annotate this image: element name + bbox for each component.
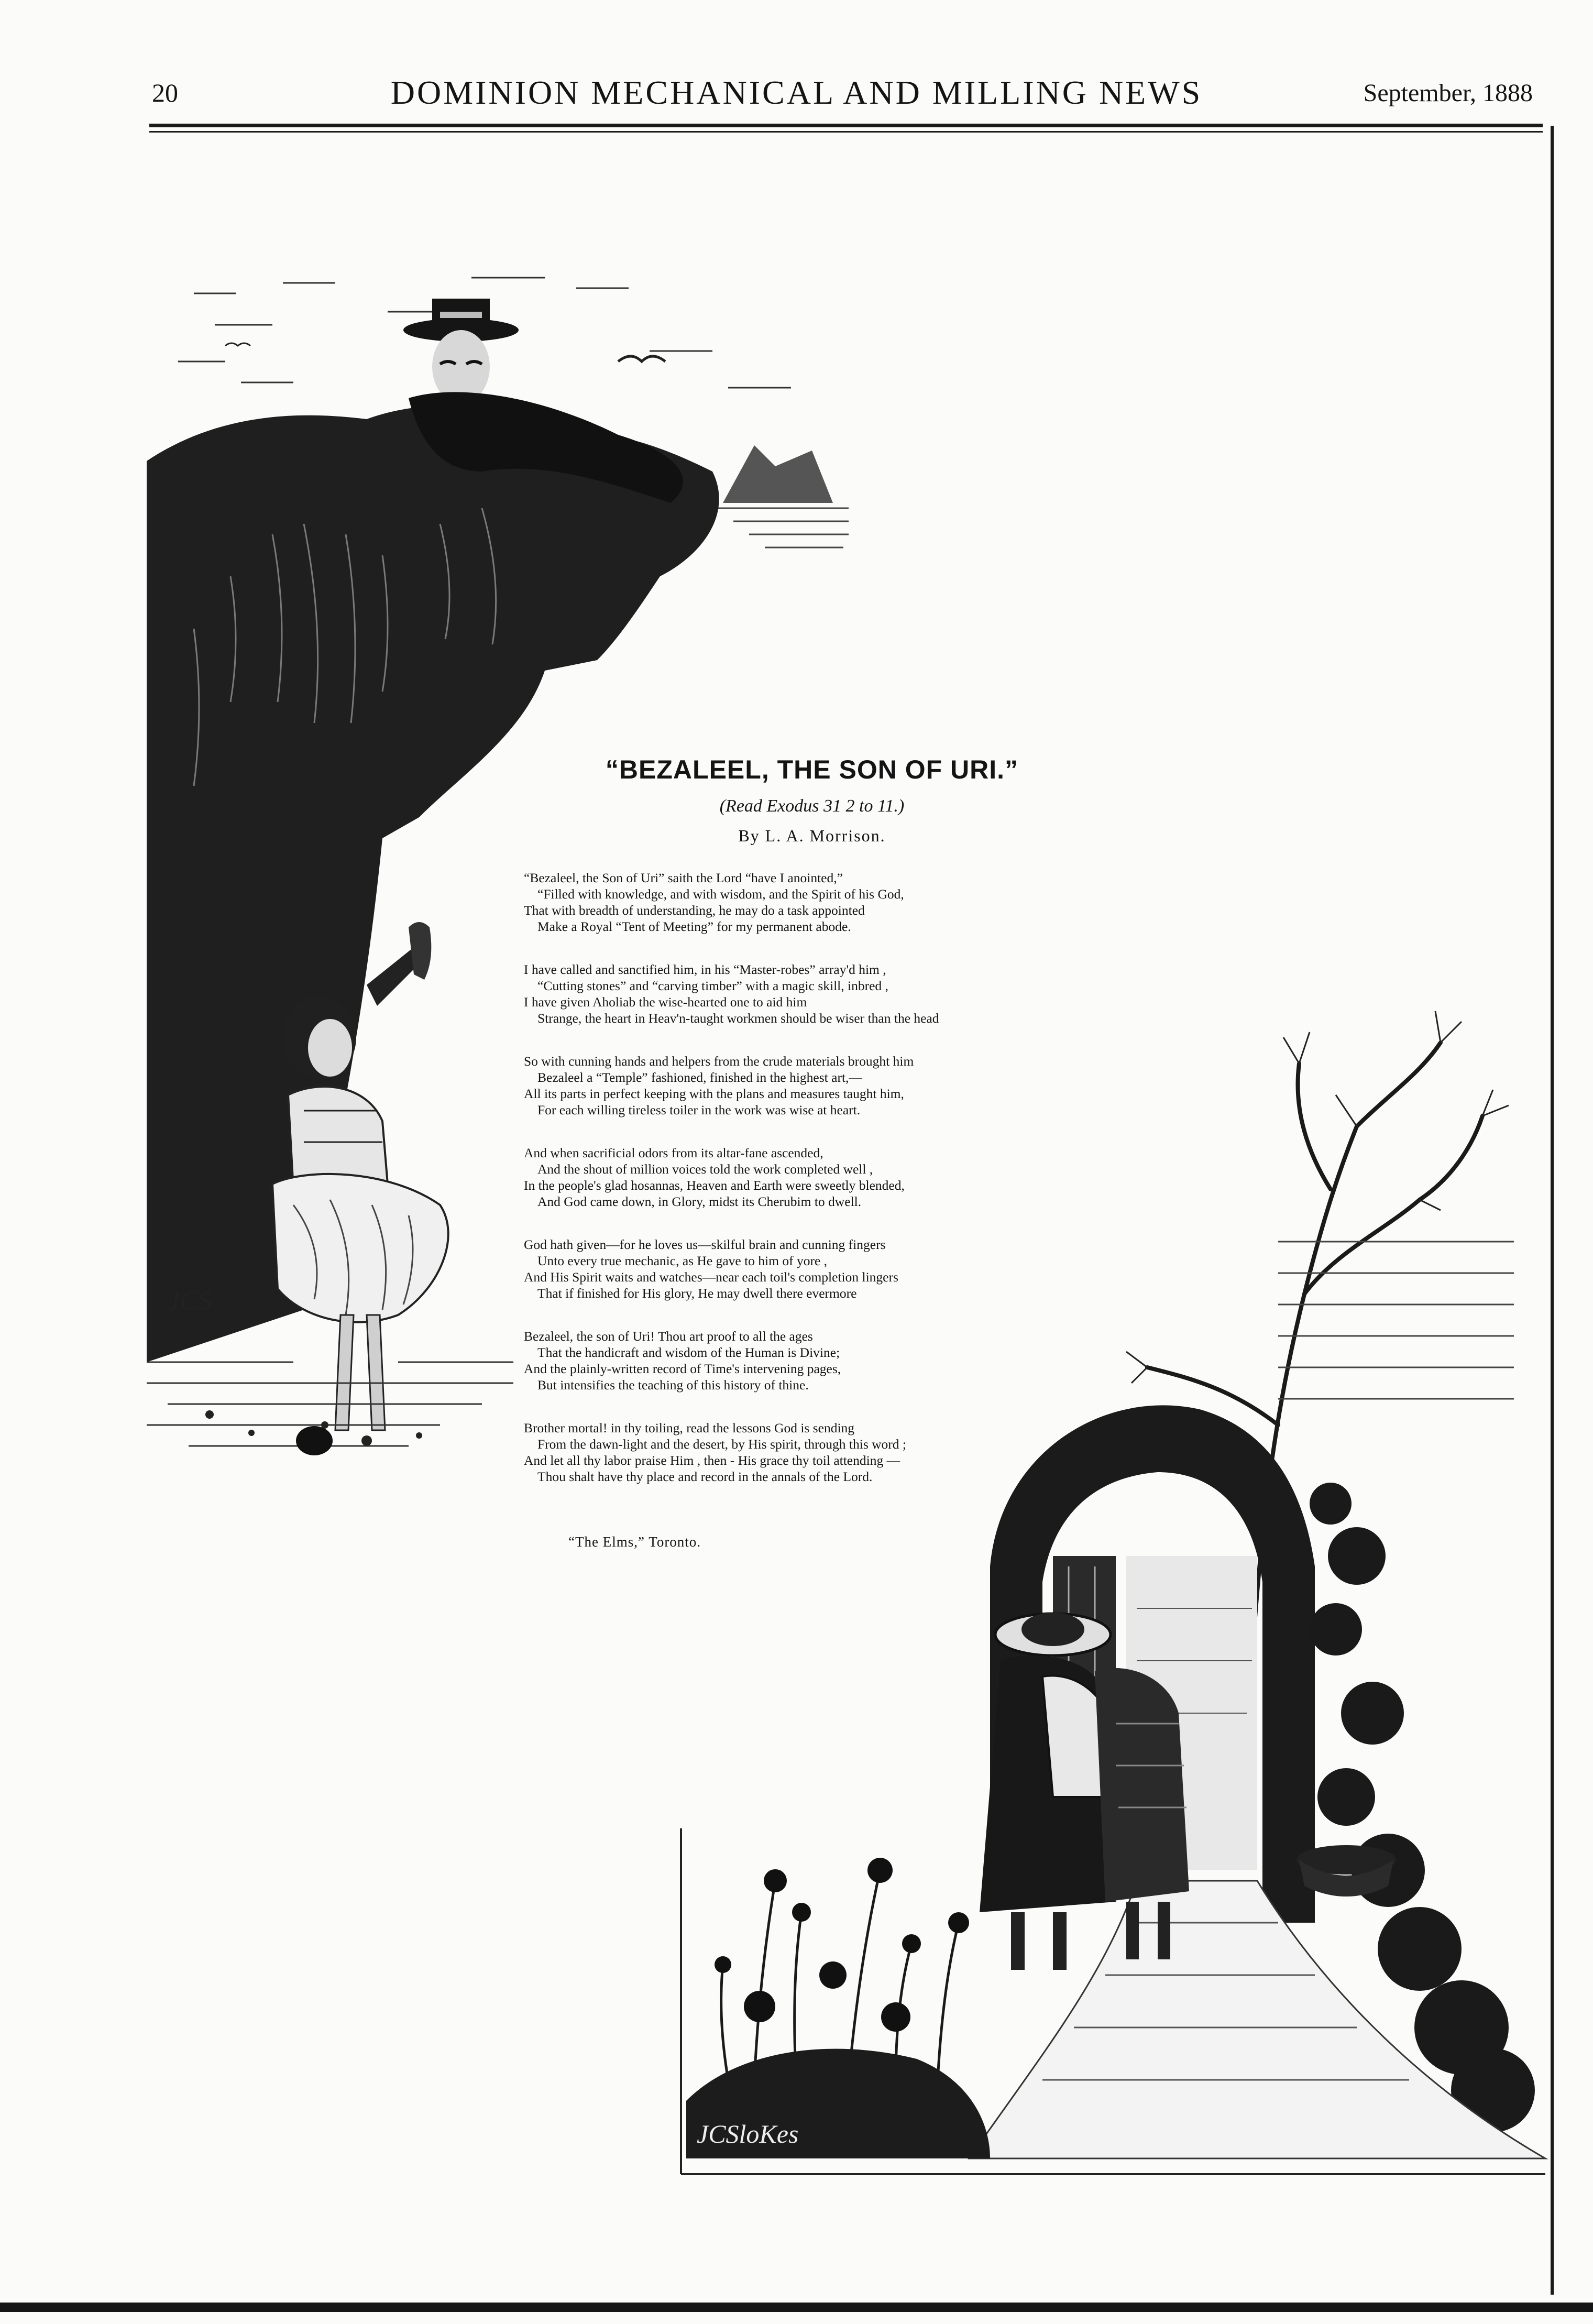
poem-line: Strange, the heart in Heav'n-taught workmen should be wiser than the head [537, 1011, 939, 1026]
poem-line: For each willing tireless toiler in the work was wise at heart. [537, 1102, 861, 1117]
page-number: 20 [152, 78, 178, 107]
poem-scripture-reference: (Read Exodus 31 2 to 11.) [719, 796, 905, 816]
poem-stanza-5 [524, 1236, 1105, 1301]
poem-line: God hath given—for he loves us—skilful brain and cunning fingers [524, 1237, 886, 1252]
poem-stanza-7 [524, 1420, 1105, 1485]
poem-line: From the dawn-light and the desert, by His spirit, through this word ; [537, 1437, 907, 1452]
poem-stanza-1 [524, 870, 1105, 935]
poem-line: Bezaleel, the son of Uri! Thou art proof to all the ages [524, 1329, 813, 1344]
poem-line: Brother mortal! in thy toiling, read the lessons God is sending [524, 1420, 855, 1435]
header-rule-thin [149, 131, 1543, 133]
poem-line: “Filled with knowledge, and with wisdom, and the Spirit of his God, [537, 886, 904, 902]
poem-line: I have given Aholiab the wise-hearted one to aid him [524, 994, 807, 1010]
poem-stanza-6 [524, 1328, 1105, 1393]
poem-line: And His Spirit waits and watches—near each toil's completion lingers [524, 1269, 898, 1285]
poem-line: Make a Royal “Tent of Meeting” for my permanent abode. [537, 919, 851, 934]
poem-title: “BEZALEEL, THE SON OF URI.” [605, 755, 1019, 784]
poem-line: So with cunning hands and helpers from the crude materials brought him [524, 1054, 914, 1069]
poem-line: And let all thy labor praise Him , then - His grace thy toil attending — [524, 1453, 900, 1468]
upper-illustration-signature: JCS [168, 1286, 212, 1316]
poem-stanza-3 [524, 1053, 1105, 1118]
poem-line: But intensifies the teaching of this history of thine. [537, 1377, 809, 1393]
poem-stanza-4 [524, 1145, 1105, 1210]
poem-line: “Cutting stones” and “carving timber” with a magic skill, inbred , [537, 978, 888, 993]
publication-title: DOMINION MECHANICAL AND MILLING NEWS [390, 74, 1203, 111]
poem-line: In the people's glad hosannas, Heaven and Earth were sweetly blended, [524, 1178, 905, 1193]
scan-bottom-band [0, 2303, 1593, 2312]
poem-line: That the handicraft and wisdom of the Human is Divine; [537, 1345, 840, 1360]
poem-author: By L. A. Morrison. [738, 826, 886, 845]
poem-line: And the shout of million voices told the work completed well , [537, 1161, 873, 1177]
poem-line: “Bezaleel, the Son of Uri” saith the Lord “have I anointed,” [524, 870, 843, 885]
poem-line: All its parts in perfect keeping with the plans and measures taught him, [524, 1086, 904, 1101]
poem-stanza-2 [524, 961, 1105, 1026]
poem-line: Bezaleel a “Temple” fashioned, finished in the highest art,— [537, 1070, 862, 1085]
header-rule [149, 124, 1543, 127]
poem-line: That if finished for His glory, He may dwell there evermore [537, 1286, 857, 1301]
poem-line: And the plainly-written record of Time's intervening pages, [524, 1361, 841, 1376]
poem-line: I have called and sanctified him, in his “Master-robes” array'd him , [524, 962, 886, 977]
poem-line: And when sacrificial odors from its altar-fane ascended, [524, 1145, 823, 1160]
issue-date: September, 1888 [1363, 79, 1533, 107]
poem-line: Unto every true mechanic, as He gave to him of yore , [537, 1253, 828, 1268]
poem-line: Thou shalt have thy place and record in the annals of the Lord. [537, 1469, 873, 1484]
page-edge [1551, 126, 1554, 2295]
poem-line: And God came down, in Glory, midst its Cherubim to dwell. [537, 1194, 862, 1209]
lower-illustration-signature: JCSloKes [697, 2119, 799, 2148]
poem-signature: “The Elms,” Toronto. [568, 1534, 701, 1550]
poem-line: That with breadth of understanding, he may do a task appointed [524, 903, 865, 918]
